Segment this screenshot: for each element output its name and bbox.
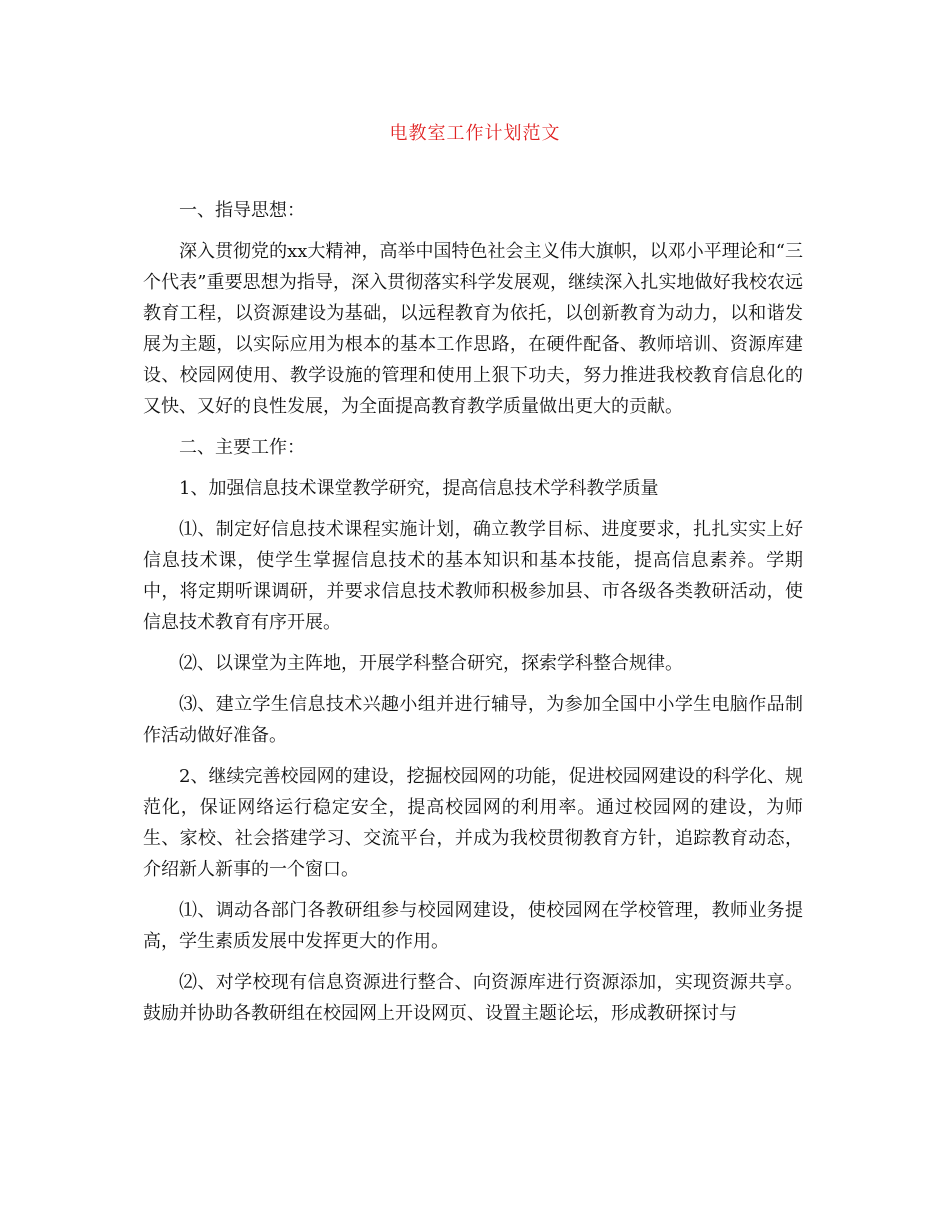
heading-guiding-ideology: 一、指导思想：: [179, 200, 305, 221]
paragraph-guiding-ideology: 深入贯彻党的xx大精神，高举中国特色社会主义伟大旗帜，以邓小平理论和“三个代表”重要思想为指导，深入贯彻落实科学发展观，继续深入扎实地做好我校农远教育工程，以资源建设为基础，以远程教育为依托，以创新教育为动力，以和谐发展为主题，以实际应用为根本的基本工作思路，在硬件配备、教师培训、资源库建设、校园网使用、教学设施的管理和使用上狠下功夫，努力推进我校教育信息化的又快、又好的良性发展，为全面提高教育教学质量做出更大的贡献。: [143, 241, 803, 417]
item-1-3: ⑶、建立学生信息技术兴趣小组并进行辅导，为参加全国中小学生电脑作品制作活动做好准备。: [143, 694, 803, 746]
item-1-2: ⑵、以课堂为主阵地，开展学科整合研究，探索学科整合规律。: [179, 653, 683, 674]
item-1: 1、加强信息技术课堂教学研究，提高信息技术学科教学质量: [179, 478, 659, 499]
document-body: [143, 195, 803, 1039]
heading-main-work: 二、主要工作：: [179, 437, 305, 458]
document-title: 电教室工作计划范文: [389, 123, 561, 144]
item-2-2: ⑵、对学校现有信息资源进行整合、向资源库进行资源添加，实现资源共享。鼓励并协助各教研组在校园网上开设网页、设置主题论坛，形成教研探讨与: [143, 972, 803, 1024]
item-1-1: ⑴、制定好信息技术课程实施计划，确立教学目标、进度要求，扎扎实实上好信息技术课，使学生掌握信息技术的基本知识和基本技能，提高信息素养。学期中，将定期听课调研，并要求信息技术教师积极参加县、市各级各类教研活动，使信息技术教育有序开展。: [143, 519, 803, 633]
item-2-1: ⑴、调动各部门各教研组参与校园网建设，使校园网在学校管理，教师业务提高，学生素质发展中发挥更大的作用。: [143, 900, 803, 952]
item-2: 2、继续完善校园网的建设，挖掘校园网的功能，促进校园网建设的科学化、规范化，保证网络运行稳定安全，提高校园网的利用率。通过校园网的建设，为师生、家校、社会搭建学习、交流平台，并成为我校贯彻教育方针，追踪教育动态，介绍新人新事的一个窗口。: [143, 766, 803, 880]
